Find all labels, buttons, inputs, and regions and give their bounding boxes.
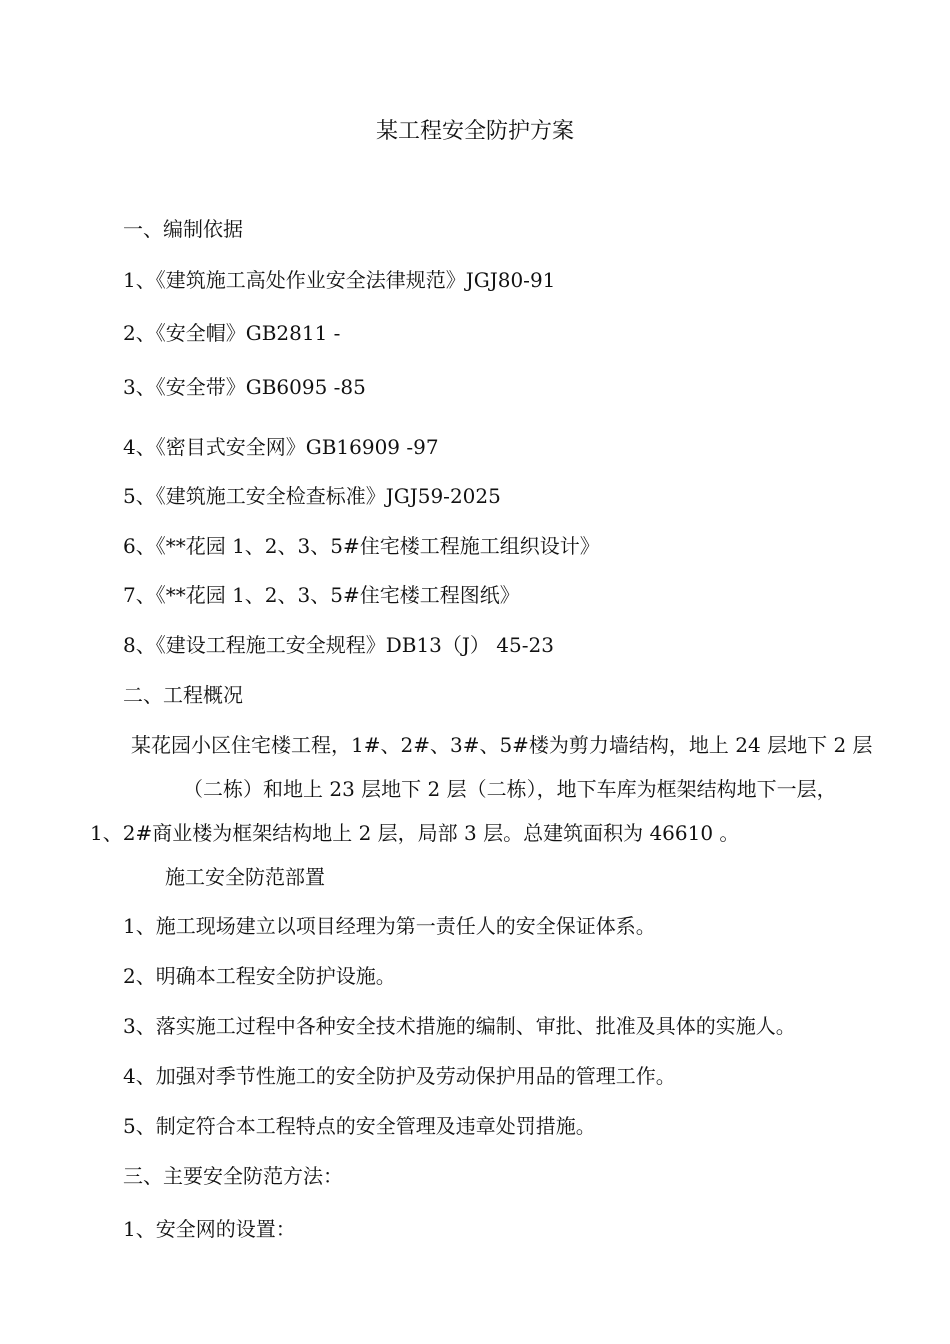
basis-item-5: 5、《建筑施工安全检查标准》JGJ59-2025 bbox=[123, 484, 501, 508]
deployment-item-3: 3、落实施工过程中各种安全技术措施的编制、审批、批准及具体的实施人。 bbox=[123, 1014, 796, 1038]
section-heading-methods: 三、主要安全防范方法： bbox=[123, 1164, 343, 1188]
basis-item-1: 1、《建筑施工高处作业安全法律规范》JGJ80-91 bbox=[123, 268, 556, 292]
deployment-item-4: 4、加强对季节性施工的安全防护及劳动保护用品的管理工作。 bbox=[123, 1064, 676, 1088]
overview-line-3: 1、2#商业楼为框架结构地上 2 层，局部 3 层。总建筑面积为 46610 。 bbox=[90, 821, 740, 845]
overview-line-1: 某花园小区住宅楼工程，1#、2#、3#、5#楼为剪力墙结构，地上 24 层地下 2 层 bbox=[131, 733, 873, 757]
basis-item-3: 3、《安全带》GB6095 -85 bbox=[123, 375, 366, 399]
basis-item-6: 6、《**花园 1、2、3、5#住宅楼工程施工组织设计》 bbox=[123, 534, 600, 558]
deployment-item-5: 5、制定符合本工程特点的安全管理及违章处罚措施。 bbox=[123, 1114, 596, 1138]
basis-item-7: 7、《**花园 1、2、3、5#住宅楼工程图纸》 bbox=[123, 583, 520, 607]
deployment-item-2: 2、明确本工程安全防护设施。 bbox=[123, 964, 396, 988]
methods-item-1: 1、安全网的设置： bbox=[123, 1217, 296, 1241]
overview-line-2: （二栋）和地上 23 层地下 2 层（二栋），地下车库为框架结构地下一层， bbox=[183, 777, 837, 801]
basis-item-2: 2、《安全帽》GB2811 - bbox=[123, 321, 341, 345]
basis-item-4: 4、《密目式安全网》GB16909 -97 bbox=[123, 435, 439, 459]
section-heading-overview: 二、工程概况 bbox=[123, 683, 243, 707]
document-title: 某工程安全防护方案 bbox=[375, 119, 574, 144]
deployment-item-1: 1、施工现场建立以项目经理为第一责任人的安全保证体系。 bbox=[123, 914, 656, 938]
basis-item-8: 8、《建设工程施工安全规程》DB13（J） 45-23 bbox=[123, 633, 554, 657]
safety-deployment-heading: 施工安全防范部置 bbox=[165, 865, 325, 889]
section-heading-basis: 一、编制依据 bbox=[123, 217, 243, 241]
